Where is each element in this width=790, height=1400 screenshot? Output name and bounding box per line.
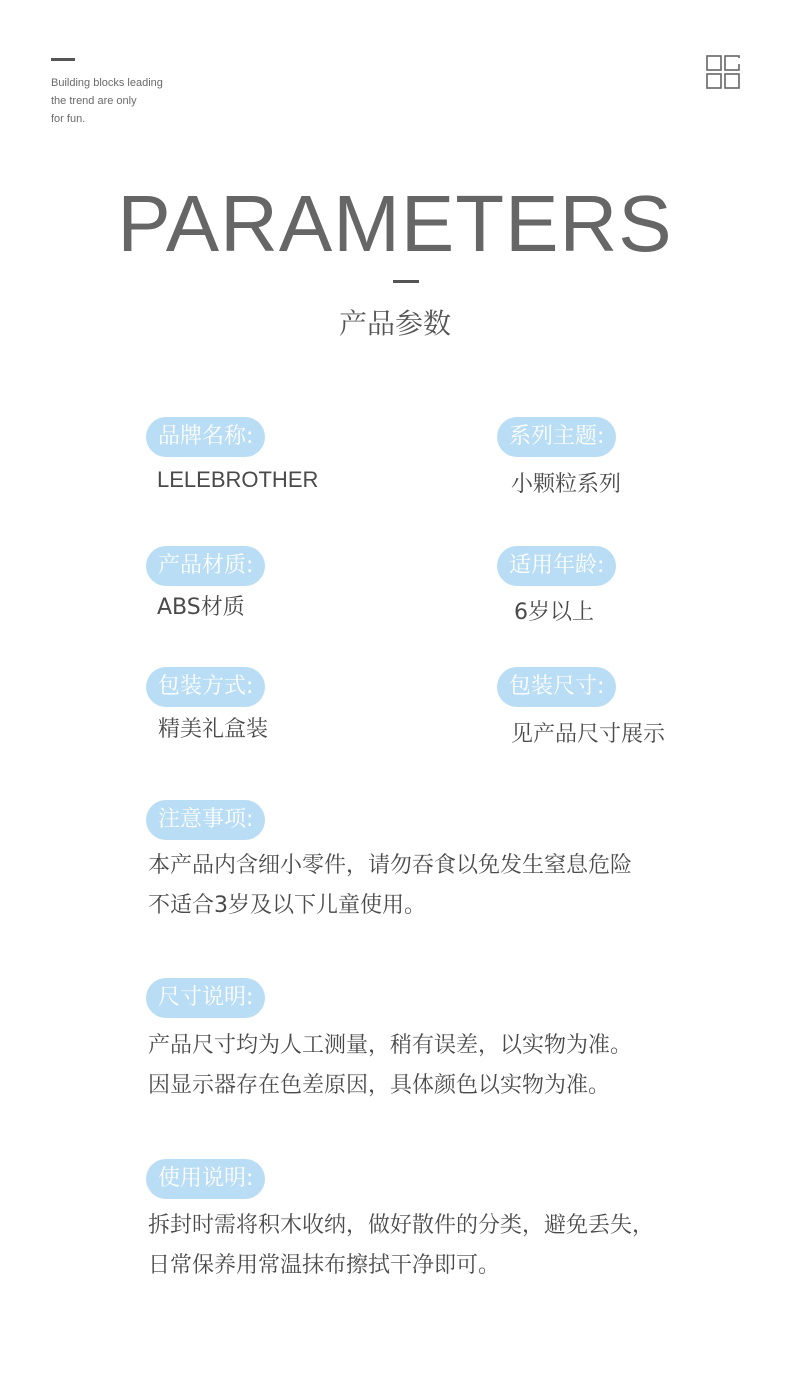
caution-label-badge: 注意事项: bbox=[146, 800, 265, 840]
tagline-line-2: the trend are only bbox=[51, 95, 137, 107]
material-value: ABS材质 bbox=[157, 595, 245, 620]
tagline-line-3: for fun. bbox=[51, 113, 86, 125]
material-label-badge: 产品材质: bbox=[146, 546, 265, 586]
age-value: 6岁以上 bbox=[514, 600, 594, 625]
usage-text bbox=[148, 1206, 654, 1286]
package-size-value: 见产品尺寸展示 bbox=[511, 722, 666, 747]
caution-line-1: 本产品内含细小零件，请勿吞食以免发生窒息危险 bbox=[148, 853, 633, 878]
series-label-badge: 系列主题: bbox=[497, 417, 616, 457]
tagline bbox=[51, 74, 163, 128]
usage-line-1: 拆封时需将积木收纳，做好散件的分类，避免丢失， bbox=[148, 1213, 655, 1238]
package-size-label-badge: 包装尺寸: bbox=[497, 667, 616, 707]
brand-label-badge: 品牌名称: bbox=[146, 417, 265, 457]
usage-label-badge: 使用说明: bbox=[146, 1159, 265, 1199]
size-note-label-badge: 尺寸说明: bbox=[146, 978, 265, 1018]
grid-icon bbox=[706, 55, 740, 89]
series-value: 小颗粒系列 bbox=[511, 472, 622, 497]
age-label-badge: 适用年龄: bbox=[497, 546, 616, 586]
size-note-text bbox=[148, 1026, 632, 1106]
page-title: PARAMETERS bbox=[117, 179, 673, 268]
packaging-label-badge: 包装方式: bbox=[146, 667, 265, 707]
top-dash bbox=[51, 58, 75, 61]
usage-line-2: 日常保养用常温抹布擦拭干净即可。 bbox=[148, 1253, 501, 1278]
tagline-line-1: Building blocks leading bbox=[51, 77, 163, 89]
size-note-line-2: 因显示器存在色差原因，具体颜色以实物为准。 bbox=[148, 1073, 611, 1098]
size-note-line-1: 产品尺寸均为人工测量，稍有误差，以实物为准。 bbox=[148, 1033, 633, 1058]
page-subtitle: 产品参数 bbox=[338, 307, 451, 340]
caution-line-2: 不适合3岁及以下儿童使用。 bbox=[148, 893, 426, 918]
brand-value: LELEBROTHER bbox=[157, 467, 319, 492]
caution-text bbox=[148, 846, 632, 926]
packaging-value: 精美礼盒装 bbox=[158, 717, 269, 742]
title-divider bbox=[393, 280, 419, 283]
